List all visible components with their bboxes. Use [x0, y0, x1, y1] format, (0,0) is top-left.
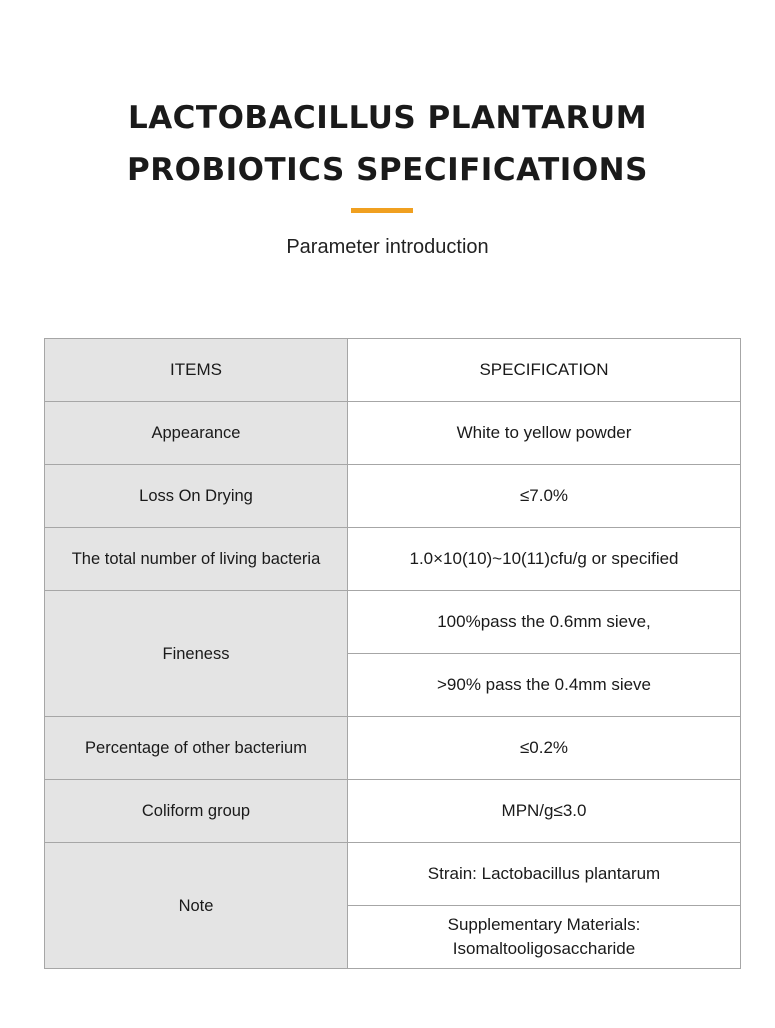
specification-table [44, 338, 741, 969]
spec-cell: 1.0×10(10)~10(11)cfu/g or specified [348, 528, 741, 591]
item-cell [45, 402, 348, 465]
spec-cell: Strain: Lactobacillus plantarum [348, 843, 741, 906]
table-header-row [45, 339, 741, 402]
item-cell [45, 528, 348, 591]
page-title-line-2: PROBIOTICS SPECIFICATIONS [127, 152, 648, 188]
column-header-specification: SPECIFICATION [348, 339, 741, 402]
spec-line: Isomaltooligosaccharide [452, 939, 636, 958]
page-subtitle: Parameter introduction [286, 236, 489, 258]
title-accent-bar [351, 208, 413, 213]
table-row [45, 591, 741, 654]
table-row [45, 717, 741, 780]
item-label: Percentage of other bacterium [85, 739, 307, 757]
spec-line: Supplementary Materials: [447, 915, 641, 934]
table-row [45, 465, 741, 528]
spec-cell [348, 906, 741, 969]
page-title [0, 92, 775, 196]
item-cell [45, 780, 348, 843]
item-label: Appearance [151, 424, 241, 442]
item-label: The total number of living bacteria [71, 550, 321, 568]
item-label: Loss On Drying [139, 487, 253, 505]
item-cell [45, 465, 348, 528]
item-cell [45, 843, 348, 969]
item-cell [45, 717, 348, 780]
spec-cell: ≤0.2% [348, 717, 741, 780]
item-label: Note [178, 896, 214, 915]
item-cell [45, 591, 348, 717]
spec-cell: >90% pass the 0.4mm sieve [348, 654, 741, 717]
item-label: Fineness [162, 644, 230, 663]
table-row [45, 780, 741, 843]
spec-cell: ≤7.0% [348, 465, 741, 528]
table-row [45, 843, 741, 906]
column-header-items: ITEMS [45, 339, 348, 402]
spec-cell: White to yellow powder [348, 402, 741, 465]
page-title-line-1: LACTOBACILLUS PLANTARUM [127, 100, 648, 136]
spec-cell: MPN/g≤3.0 [348, 780, 741, 843]
item-label: Coliform group [141, 802, 251, 820]
table-row [45, 402, 741, 465]
table-row [45, 528, 741, 591]
spec-cell: 100%pass the 0.6mm sieve, [348, 591, 741, 654]
